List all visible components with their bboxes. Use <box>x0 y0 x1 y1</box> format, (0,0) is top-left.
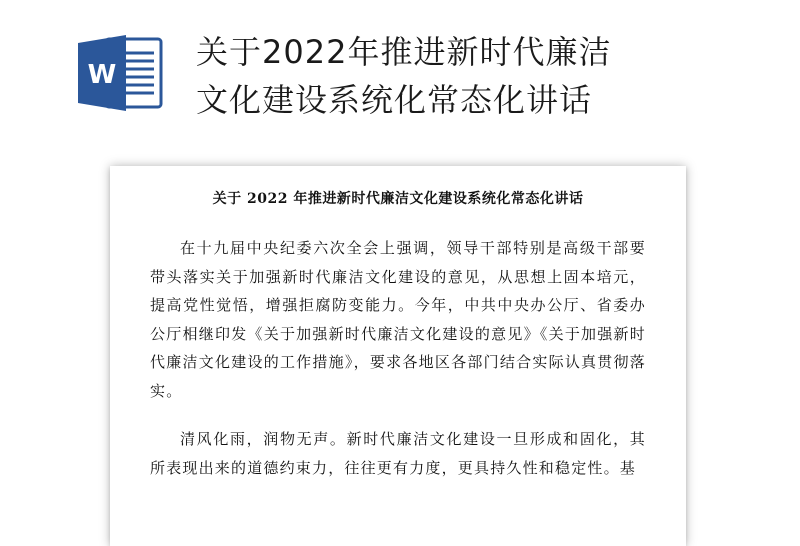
page-title <box>196 28 756 124</box>
document-title: 关于 2022 年推进新时代廉洁文化建设系统化常态化讲话 <box>212 191 584 207</box>
word-letter-icon: W <box>87 60 117 90</box>
document-page <box>110 166 686 546</box>
header <box>0 0 800 150</box>
word-document-icon <box>76 33 164 113</box>
page-title-line-2: 文化建设系统化常态化讲话 <box>196 81 593 119</box>
document-paragraph-2: 清风化雨，润物无声。新时代廉洁文化建设一旦形成和固化，其所表现出来的道德约束力，往往更有力度，更具持久性和稳定性。基 <box>150 430 646 477</box>
page-title-line-1: 关于2022年推进新时代廉洁 <box>196 33 612 71</box>
document-paragraph-1: 在十九届中央纪委六次全会上强调，领导干部特别是高级干部要带头落实关于加强新时代廉洁文化建设的意见，从思想上固本培元，提高党性觉悟，增强拒腐防变能力。今年，中共中央办公厅、省委办公厅相继印发《关于加强新时代廉洁文化建设的意见》《关于加强新时代廉洁文化建设的工作措施》，要求各地区各部门结合实际认真贯彻落实。 <box>150 239 646 400</box>
